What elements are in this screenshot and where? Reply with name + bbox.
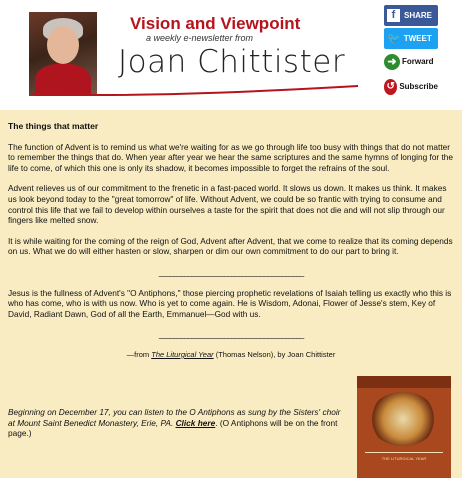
facebook-icon: f bbox=[387, 9, 400, 22]
article-body bbox=[8, 121, 454, 371]
author-name: Joan Chittister bbox=[118, 44, 346, 80]
book-credit: —from The Liturgical Year (Thomas Nelson), by Joan Chittister bbox=[126, 349, 336, 359]
subscribe-arrow-icon: ↺ bbox=[384, 79, 397, 95]
divider: ________________________________________ bbox=[158, 266, 304, 277]
swoosh-decoration bbox=[30, 84, 360, 98]
share-label: SHARE bbox=[404, 11, 433, 20]
subscribe-label: Subscribe bbox=[399, 82, 438, 91]
paragraph-4: Jesus is the fullness of Advent's "O Antiphons," those piercing prophetic revelations of Isaiah telling us exactly who this is who has come, who is with us now. Who is yet to come again. He is Wisdom, Adonai, Flower of Jesse's stem, Key of David, Radiant Dawn, God of all the Earth, Emmanuel—God with us. bbox=[8, 287, 452, 319]
closing-end: . (O Antiphons will be on the front page.) bbox=[8, 417, 338, 439]
book-cover-image[interactable] bbox=[357, 376, 451, 478]
tweet-button[interactable] bbox=[384, 28, 438, 49]
book-title-link[interactable]: The Liturgical Year bbox=[151, 349, 214, 359]
closing-paragraph bbox=[8, 407, 348, 439]
forward-button[interactable] bbox=[384, 51, 438, 72]
divider-2: ________________________________________ bbox=[158, 329, 304, 340]
closing-text: Beginning on December 17, you can listen to the O Antiphons as sung by the Sisters' choir at Mount Saint Benedict Monastery, Erie, PA. bbox=[8, 407, 341, 428]
article-heading: The things that matter bbox=[8, 121, 99, 131]
paragraph-1: The function of Advent is to remind us what we're waiting for as we go through life too busy with things that do not matter to remember the things that do. When year after year we hear the same scriptures and the same hymns of longing for the life to come, of which this one is only its shadow, it becomes impossible to forget the refrains of the soul. bbox=[8, 141, 454, 173]
newsletter-title: Vision and Viewpoint bbox=[130, 14, 301, 33]
forward-arrow-icon: ➜ bbox=[384, 54, 400, 70]
click-here-link[interactable]: Click here bbox=[175, 417, 216, 428]
book-cover-label: THE LITURGICAL YEAR bbox=[381, 456, 427, 461]
facebook-share-button[interactable] bbox=[384, 5, 438, 26]
tweet-label: TWEET bbox=[403, 34, 432, 43]
subscribe-button[interactable] bbox=[384, 76, 438, 97]
header bbox=[0, 0, 462, 110]
forward-label: Forward bbox=[402, 57, 434, 66]
newsletter-subtitle: a weekly e-newsletter from bbox=[146, 33, 254, 43]
paragraph-2: Advent relieves us of our commitment to the frenetic in a fast-paced world. It slows us down. It makes us think. It makes us look beyond today to the "great tomorrow" of life. Without Advent, we could be so frantic with trying to consume and control this life that we fail to develop within ourselves a taste for the spirit that does not die and will not slip through our fingers like melted snow. bbox=[8, 183, 447, 226]
twitter-bird-icon: 🐦 bbox=[387, 33, 401, 45]
paragraph-3: It is while waiting for the coming of the reign of God, Advent after Advent, that we come to realize that its coming depends on us. What we do will either hasten or slow, sharpen or dim our own commitment to do our part to bring it. bbox=[8, 235, 453, 257]
